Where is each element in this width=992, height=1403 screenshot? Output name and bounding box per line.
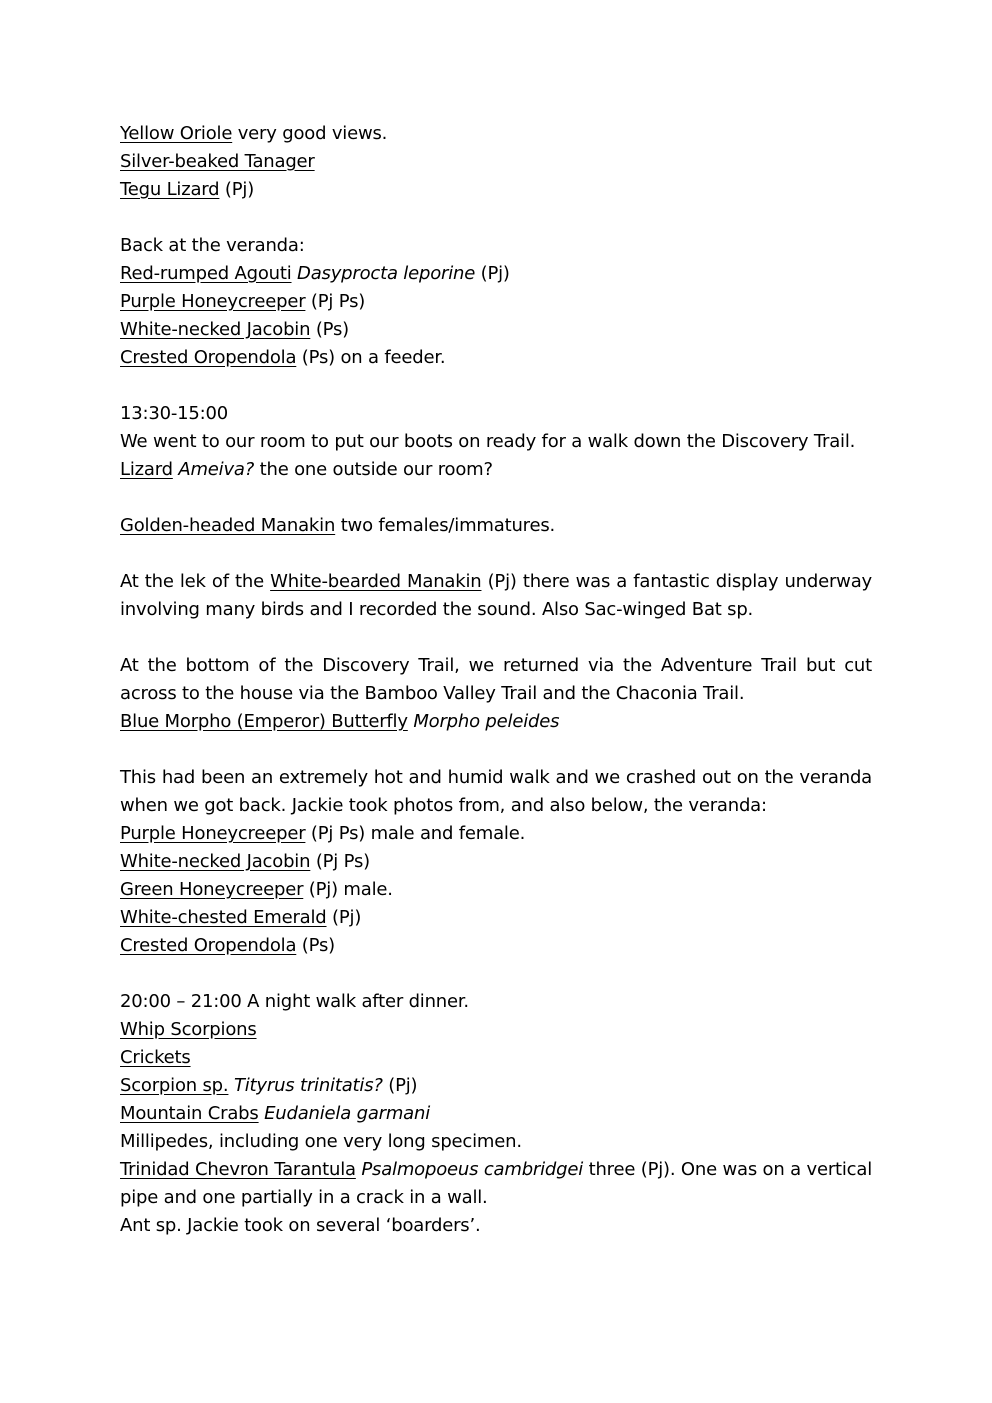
species-name: Tegu Lizard [120,179,220,200]
plain-text: We went to our room to put our boots on ready for a walk down the Discovery Trail. [120,431,856,452]
species-name: Crested Oropendola [120,935,297,956]
plain-text: (Pj Ps) [310,851,370,872]
plain-text: (Pj Ps) male and female. [305,823,526,844]
text-line [120,820,872,848]
species-name: Mountain Crabs [120,1103,259,1124]
species-name: Golden-headed Manakin [120,515,336,536]
species-name: Crickets [120,1047,191,1068]
text-line [120,456,872,484]
text-line [120,904,872,932]
plain-text: (Pj) [219,179,255,200]
plain-text: (Ps) on a feeder. [296,347,446,368]
species-name: Purple Honeycreeper [120,291,306,312]
blank-line [120,960,872,988]
text-line [120,708,872,736]
plain-text: This had been an extremely hot and humid walk and we crashed out on the veranda when we got back. Jackie took photos from, and also below, the veranda: [120,767,872,816]
blank-line [120,484,872,512]
species-name: Yellow Oriole [120,123,233,144]
scientific-name: Dasyprocta leporine [291,263,476,284]
text-line [120,1128,872,1156]
plain-text: At the lek of the [120,571,271,592]
species-name: White-bearded Manakin [270,571,482,592]
plain-text: 20:00 – 21:00 A night walk after dinner. [120,991,469,1012]
species-name: Whip Scorpions [120,1019,257,1040]
scientific-name: Ameiva? [172,459,255,480]
blank-line [120,736,872,764]
plain-text: (Ps) [310,319,349,340]
species-name: Scorpion sp. [120,1075,229,1096]
text-line [120,428,872,456]
scientific-name: Psalmopoeus cambridgei [355,1159,584,1180]
plain-text: (Pj) male. [303,879,393,900]
plain-text: (Pj) [326,907,362,928]
plain-text: (Pj) [475,263,510,284]
text-line [120,316,872,344]
plain-text: (Pj Ps) [305,291,366,312]
scientific-name: Morpho peleides [407,711,560,732]
plain-text: Ant sp. Jackie took on several ‘boarders’. [120,1215,481,1236]
scientific-name: Eudaniela garmani [258,1103,431,1124]
text-line [120,848,872,876]
blank-line [120,372,872,400]
plain-text: very good views. [232,123,388,144]
plain-text: (Ps) [296,935,335,956]
plain-text: three (Pj). One was on a vertical pipe and one partially in a crack in a wall. [120,1159,873,1208]
text-line [120,148,872,176]
species-name: White-necked Jacobin [120,851,311,872]
text-line [120,1156,872,1212]
text-line [120,1212,872,1240]
species-name: Trinidad Chevron Tarantula [120,1159,356,1180]
text-line [120,1072,872,1100]
blank-line [120,540,872,568]
plain-text: Back at the veranda: [120,235,305,256]
species-name: Crested Oropendola [120,347,297,368]
text-line [120,512,872,540]
text-line [120,344,872,372]
plain-text: Millipedes, including one very long specimen. [120,1131,522,1152]
species-name: Blue Morpho (Emperor) Butterfly [120,711,408,732]
plain-text: 13:30-15:00 [120,403,229,424]
plain-text: (Pj) [382,1075,418,1096]
text-line [120,120,872,148]
plain-text: the one outside our room? [254,459,493,480]
text-line [120,1016,872,1044]
blank-line [120,624,872,652]
text-line [120,764,872,820]
species-name: White-chested Emerald [120,907,327,928]
text-line [120,260,872,288]
species-name: Purple Honeycreeper [120,823,306,844]
text-line [120,232,872,260]
text-line [120,876,872,904]
scientific-name: Tityrus trinitatis? [228,1075,383,1096]
text-line [120,1100,872,1128]
species-name: Lizard [120,459,173,480]
plain-text: (Pj) there was a fantastic display underway involving many birds and I recorded the sound. Also Sac-winged Bat sp. [120,571,872,620]
blank-line [120,204,872,232]
species-name: Green Honeycreeper [120,879,304,900]
text-line [120,1044,872,1072]
document-page [120,120,872,1240]
species-name: Red-rumped Agouti [120,263,292,284]
species-name: White-necked Jacobin [120,319,311,340]
plain-text: two females/immatures. [335,515,556,536]
text-line [120,932,872,960]
species-name: Silver-beaked Tanager [120,151,315,172]
text-line [120,568,872,624]
text-line [120,400,872,428]
text-line [120,288,872,316]
plain-text: At the bottom of the Discovery Trail, we returned via the Adventure Trail but cut across to the house via the Bamboo Valley Trail and the Chaconia Trail. [120,655,872,704]
text-line [120,176,872,204]
text-line [120,652,872,708]
text-line [120,988,872,1016]
